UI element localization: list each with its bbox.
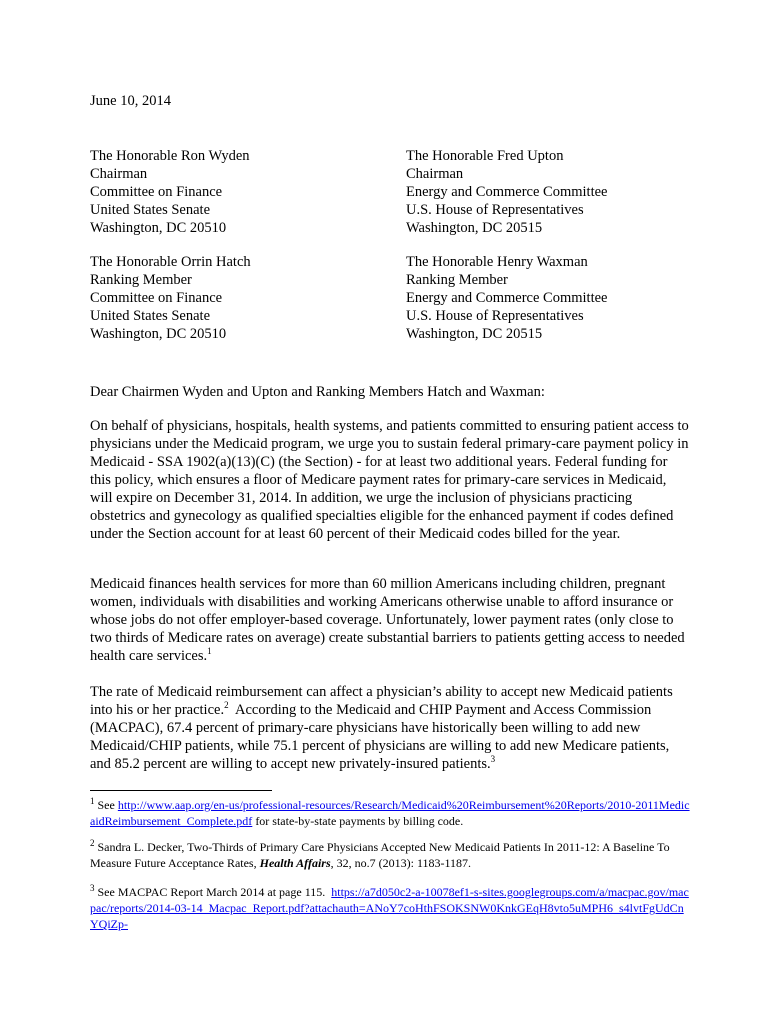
paragraph-text: The rate of Medicaid reimbursement can affect a physician’s ability to accept new Medicaid patients into his or her practice. xyxy=(90,684,673,718)
addressee-line: The Honorable Ron Wyden xyxy=(90,148,250,164)
salutation: Dear Chairmen Wyden and Upton and Ranking Members Hatch and Waxman: xyxy=(90,384,545,400)
addressee-line: Committee on Finance xyxy=(90,290,223,306)
footnote-number: 1 xyxy=(90,796,95,806)
footnote-separator xyxy=(90,790,272,791)
addressee-line: Chairman xyxy=(90,166,148,182)
footnote-text: , 32, no.7 (2013): 1183-1187. xyxy=(330,856,472,870)
footnote-1 xyxy=(90,797,690,829)
addressee-line: United States Senate xyxy=(90,202,211,218)
footnote-text: Sandra L. Decker, Two-Thirds of Primary Care Physicians Accepted New Medicaid Patients In 2011-12: A Baseline To Measure Future Acceptance Rates, xyxy=(90,840,673,870)
addressee-line: Washington, DC 20510 xyxy=(90,326,227,342)
paragraph-1 xyxy=(90,417,690,543)
footnote-ref[interactable]: 2 xyxy=(224,700,229,711)
addressee-hatch xyxy=(90,253,251,343)
addressee-line: U.S. House of Representatives xyxy=(406,308,584,324)
paragraph-text: Medicaid finances health services for more than 60 million Americans including children, pregnant women, individuals with disabilities and working Americans otherwise unable to afford insurance or whose jobs do not offer employer-based coverage. Unfortunately, lower payment rates (only close to two thirds of Medicare rates on average) create substantial barriers to patients getting access to needed health care services. xyxy=(90,576,685,664)
addressee-line: Ranking Member xyxy=(406,272,508,288)
addressee-line: The Honorable Henry Waxman xyxy=(406,254,588,270)
addressee-line: Ranking Member xyxy=(90,272,192,288)
footnote-number: 2 xyxy=(90,838,95,848)
paragraph-text: On behalf of physicians, hospitals, health systems, and patients committed to ensuring patient access to physicians under the Medicaid program, we urge you to sustain federal primary-care payment policy in Medicaid - SSA 1902(a)(13)(C) (the Section) - for at least two additional years. Federal funding for this policy, which ensures a floor of Medicare payment rates for primary-care services in Medicaid, will expire on December 31, 2014. In addition, we urge the inclusion of physicians practicing obstetrics and gynecology as qualified specialties eligible for the enhanced payment if codes defined under the Section account for at least 60 percent of their Medicaid codes billed for the year. xyxy=(90,418,689,542)
footnote-ref[interactable]: 1 xyxy=(207,646,212,657)
addressee-upton xyxy=(406,147,607,237)
addressee-line: United States Senate xyxy=(90,308,211,324)
footnote-2 xyxy=(90,839,690,871)
journal-name: Health Affairs xyxy=(259,856,331,870)
footnote-3 xyxy=(90,884,690,932)
addressee-line: The Honorable Orrin Hatch xyxy=(90,254,251,270)
addressee-line: The Honorable Fred Upton xyxy=(406,148,564,164)
addressee-line: Committee on Finance xyxy=(90,184,223,200)
addressee-line: U.S. House of Representatives xyxy=(406,202,584,218)
addressee-line: Washington, DC 20515 xyxy=(406,220,543,236)
footnote-ref[interactable]: 3 xyxy=(490,754,496,765)
paragraph-2 xyxy=(90,575,690,665)
addressee-line: Washington, DC 20510 xyxy=(90,220,227,236)
footnote-text: See xyxy=(94,798,118,812)
addressee-waxman xyxy=(406,253,607,343)
addressee-line: Energy and Commerce Committee xyxy=(406,184,608,200)
footnote-link[interactable]: http://www.aap.org/en-us/professional-resources/Research/Medicaid%20Reimbursement%20Reports/2010-2011MedicaidReimbursement_Complete.pdf xyxy=(90,798,690,828)
footnote-number: 3 xyxy=(90,883,95,893)
addressee-line: Washington, DC 20515 xyxy=(406,326,543,342)
addressee-wyden xyxy=(90,147,250,237)
addressee-line: Chairman xyxy=(406,166,464,182)
footnote-text: See MACPAC Report March 2014 at page 115. xyxy=(94,885,332,899)
footnote-text: for state-by-state payments by billing code. xyxy=(252,814,464,828)
paragraph-3 xyxy=(90,683,690,773)
footnote-link[interactable]: https://a7d050c2-a-10078ef1-s-sites.googlegroups.com/a/macpac.gov/macpac/reports/2014-03-14_Macpac_Report.pdf?attachauth=ANoY7coHthFSOKSNW0KnkGEqH8vto5uMPH6_s4lvtFgUdCnYQiZp- xyxy=(90,885,689,931)
addressee-line: Energy and Commerce Committee xyxy=(406,290,608,306)
letter-date: June 10, 2014 xyxy=(90,93,171,109)
paragraph-text: According to the Medicaid and CHIP Payment and Access Commission (MACPAC), 67.4 percent of primary-care physicians have historically been willing to add new Medicaid/CHIP patients, while 75.1 percent of physicians are willing to add new Medicare patients, and 85.2 percent are willing to accept new privately-insured patients. xyxy=(90,702,673,772)
